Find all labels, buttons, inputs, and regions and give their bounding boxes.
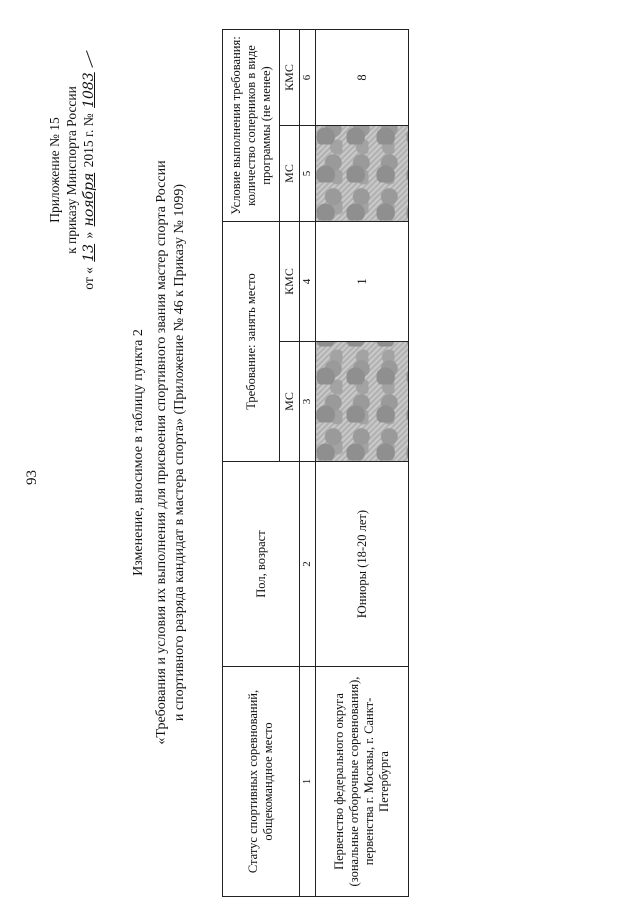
title-line-1: «Требования и условия их выполнения для присвоения спортивного звания мастер спорта России: [154, 160, 169, 745]
annex-line-2: к приказу Минспорта России: [64, 86, 79, 254]
annex-year-text: 2015 г. №: [81, 113, 96, 168]
column-number-6: 6: [300, 30, 316, 126]
column-number-4: 4: [300, 222, 316, 342]
column-number-row: [300, 30, 316, 897]
annex-line-1: Приложение № 15: [47, 117, 62, 223]
column-number-2: 2: [300, 462, 316, 667]
subheader-ms-count: МС: [280, 126, 300, 222]
cell-kms-place: 1: [316, 222, 409, 342]
title-line-2: и спортивного разряда кандидат в мастера спорта» (Приложение № 46 к Приказу № 1099): [172, 183, 187, 722]
subheader-ms-place: МС: [280, 342, 300, 462]
annex-date-line: [80, 25, 98, 315]
annex-number-handwritten: 1083: [81, 72, 97, 108]
page-number: 93: [24, 470, 40, 485]
annex-month-handwritten: ноября: [81, 172, 97, 227]
cell-kms-count: 8: [316, 30, 409, 126]
table-header-row: [223, 30, 280, 897]
header-requirement: Требование: занять место: [223, 222, 280, 462]
cell-status: Первенство федерального округа (зональные отборочные соревнования), первенства г. Москвы, г. Санкт-Петербурга: [316, 667, 409, 897]
table-row: [316, 30, 409, 897]
subheader-kms-count: КМС: [280, 30, 300, 126]
annex-block: [46, 25, 98, 315]
cell-ms-count-shaded: [316, 126, 409, 222]
document-title: [153, 0, 189, 905]
requirements-table: [222, 29, 409, 897]
intro-heading: Изменение, вносимое в таблицу пункта 2: [131, 329, 146, 576]
subheader-kms-place: КМС: [280, 222, 300, 342]
annex-date-mid: »: [81, 231, 96, 239]
cell-ms-place-shaded: [316, 342, 409, 462]
column-number-1: 1: [300, 667, 316, 897]
header-status: Статус спортивных соревнований, общекомандное место: [223, 667, 300, 897]
header-gender-age: Пол, возраст: [223, 462, 300, 667]
header-condition: Условие выполнения требования: количество соперников в виде программы (не менее): [223, 30, 280, 222]
annex-day-handwritten: 13: [81, 243, 97, 262]
annex-date-prefix: от «: [81, 267, 96, 290]
handwritten-stroke-icon: [86, 51, 93, 68]
column-number-3: 3: [300, 342, 316, 462]
cell-gender-age: Юниоры (18-20 лет): [316, 462, 409, 667]
column-number-5: 5: [300, 126, 316, 222]
